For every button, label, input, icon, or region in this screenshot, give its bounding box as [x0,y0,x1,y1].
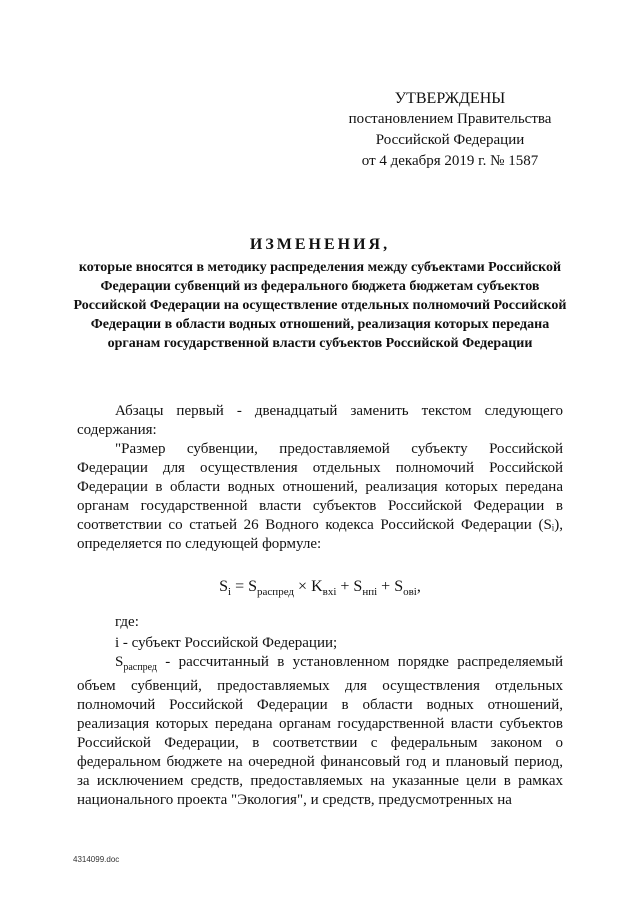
formula-lhs: S [219,578,229,595]
formula-term-1-sub: распред [257,586,295,599]
formula-term-4: S [394,578,404,595]
document-subtitle: которые вносятся в методику распределения между субъектами Российской Федерации субвенций из федерального бюджета бюджетам субъектов Российской Федерации на осуществление отдельных полномочий Российской Федерации в области водных отношений, реализация которых передана органам государственной власти субъектов Российской Федерации [73,260,567,351]
approval-block [330,88,570,172]
formula-term-3: S [353,578,363,595]
document-title: ИЗМЕНЕНИЯ, [249,236,391,253]
approval-line-date: от 4 декабря 2019 г. № 1587 [361,153,539,169]
formula [150,578,490,598]
definition-s-raspred [77,653,563,810]
where-label: где: [115,614,139,630]
formula-term-3-sub: нпi [362,586,378,599]
formula-term-2-sub: вхi [322,586,337,599]
definition-i: i - субъект Российской Федерации; [115,635,338,651]
formula-eq: = [231,578,249,595]
file-reference: 4314099.doc [73,855,120,864]
approval-line-government: Российской Федерации [375,132,525,148]
formula-end: , [416,578,421,595]
paragraph-2: "Размер субвенции, предоставляемой субъекту Российской Федерации для осуществления отдельных полномочий Российской Федерации в области водных отношений, реализация которых передана органам государственной власти субъектов Российской Федерации в соответствии со статьей 26 Водного кодекса Российской Федерации (Sᵢ), определяется по следующей формуле: [77,441,563,552]
formula-lhs-sub: i [228,586,232,599]
formula-op-2: + [336,578,354,595]
formula-term-4-sub: овi [403,586,417,599]
definition-symbol: S [115,654,124,670]
approval-line-decree: постановлением Правительства [348,111,552,127]
definition-text: - рассчитанный в установленном порядке распределяемый объем субвенций, предоставляемых для осуществления отдельных полномочий Российской Федерации в области водных отношений, реализация которых передана органам государственной власти субъектов Российской Федерации, в соответствии с федеральным законом о федеральном бюджете на очередной финансовый год и плановый период, за исключением средств, предоставляемых на указанные цели в рамках национального проекта "Экология", и средств, предусмотренных на [77,654,563,808]
paragraph-1: Абзацы первый - двенадцатый заменить текстом следующего содержания: [77,403,563,438]
formula-op-3: + [377,578,395,595]
formula-term-2: K [311,578,323,595]
formula-op-1: × [294,578,312,595]
approval-heading: УТВЕРЖДЕНЫ [394,90,506,107]
definition-symbol-sub: распред [123,662,157,673]
formula-term-1: S [248,578,258,595]
